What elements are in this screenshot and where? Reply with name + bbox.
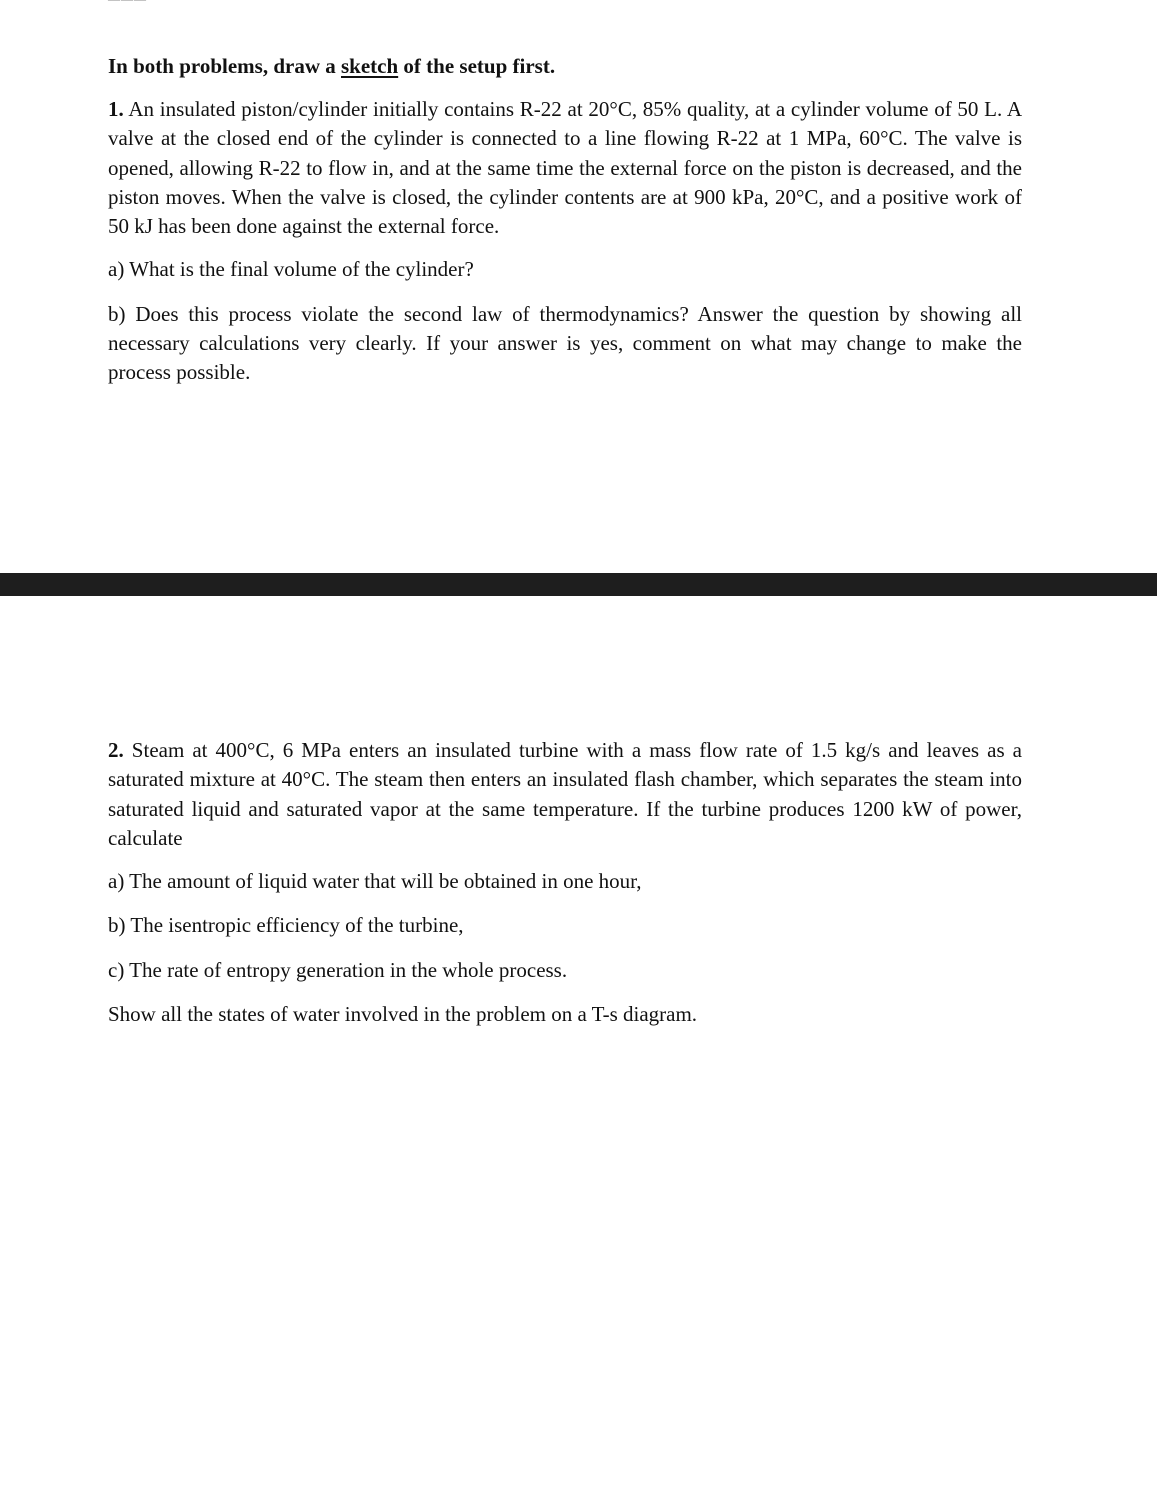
problem-1-number: 1.: [108, 97, 124, 121]
instructions-prefix: In both problems, draw a: [108, 54, 341, 78]
problem-1-part-a: a) What is the final volume of the cylinder?: [108, 257, 474, 282]
cropped-header-mark: [108, 0, 188, 2]
problem-2-section: [108, 736, 1022, 1044]
problem-1-statement: [108, 95, 1022, 241]
problem-2-number: 2.: [108, 738, 124, 762]
problem-2-part-b: b) The isentropic efficiency of the turbine,: [108, 913, 464, 938]
section-divider-bar: [0, 573, 1157, 596]
problem-1-text: An insulated piston/cylinder initially contains R-22 at 20°C, 85% quality, at a cylinder volume of 50 L. A valve at the closed end of the cylinder is connected to a line flowing R-22 at 1 MPa, 60°C. The valve is opened, allowing R-22 to flow in, and at the same time the external force on the piston is decreased, and the piston moves. When the valve is closed, the cylinder contents are at 900 kPa, 20°C, and a positive work of 50 kJ has been done against the external force.: [108, 97, 1022, 239]
instructions-heading: [108, 52, 1022, 81]
instructions-underlined-word: sketch: [341, 54, 399, 78]
problem-2-text: Steam at 400°C, 6 MPa enters an insulated turbine with a mass flow rate of 1.5 kg/s and leaves as a saturated mixture at 40°C. The steam then enters an insulated flash chamber, which separates the steam into saturated liquid and saturated vapor at the same temperature. If the turbine produces 1200 kW of power, calculate: [108, 738, 1022, 850]
problem-2-part-c: c) The rate of entropy generation in the whole process.: [108, 957, 568, 982]
problem-1-section: [108, 52, 1022, 403]
instructions-suffix: of the setup first.: [398, 54, 556, 78]
problem-2-part-a: a) The amount of liquid water that will be obtained in one hour,: [108, 869, 642, 894]
problem-2-statement: [108, 736, 1022, 853]
cropped-header-fragment: [108, 0, 188, 2]
problem-2-closing: Show all the states of water involved in the problem on a T-s diagram.: [108, 1002, 698, 1027]
problem-1-part-b: b) Does this process violate the second law of thermodynamics? Answer the question by showing all necessary calculations very clearly. If your answer is yes, comment on what may change to make the process possible.: [108, 301, 1022, 385]
